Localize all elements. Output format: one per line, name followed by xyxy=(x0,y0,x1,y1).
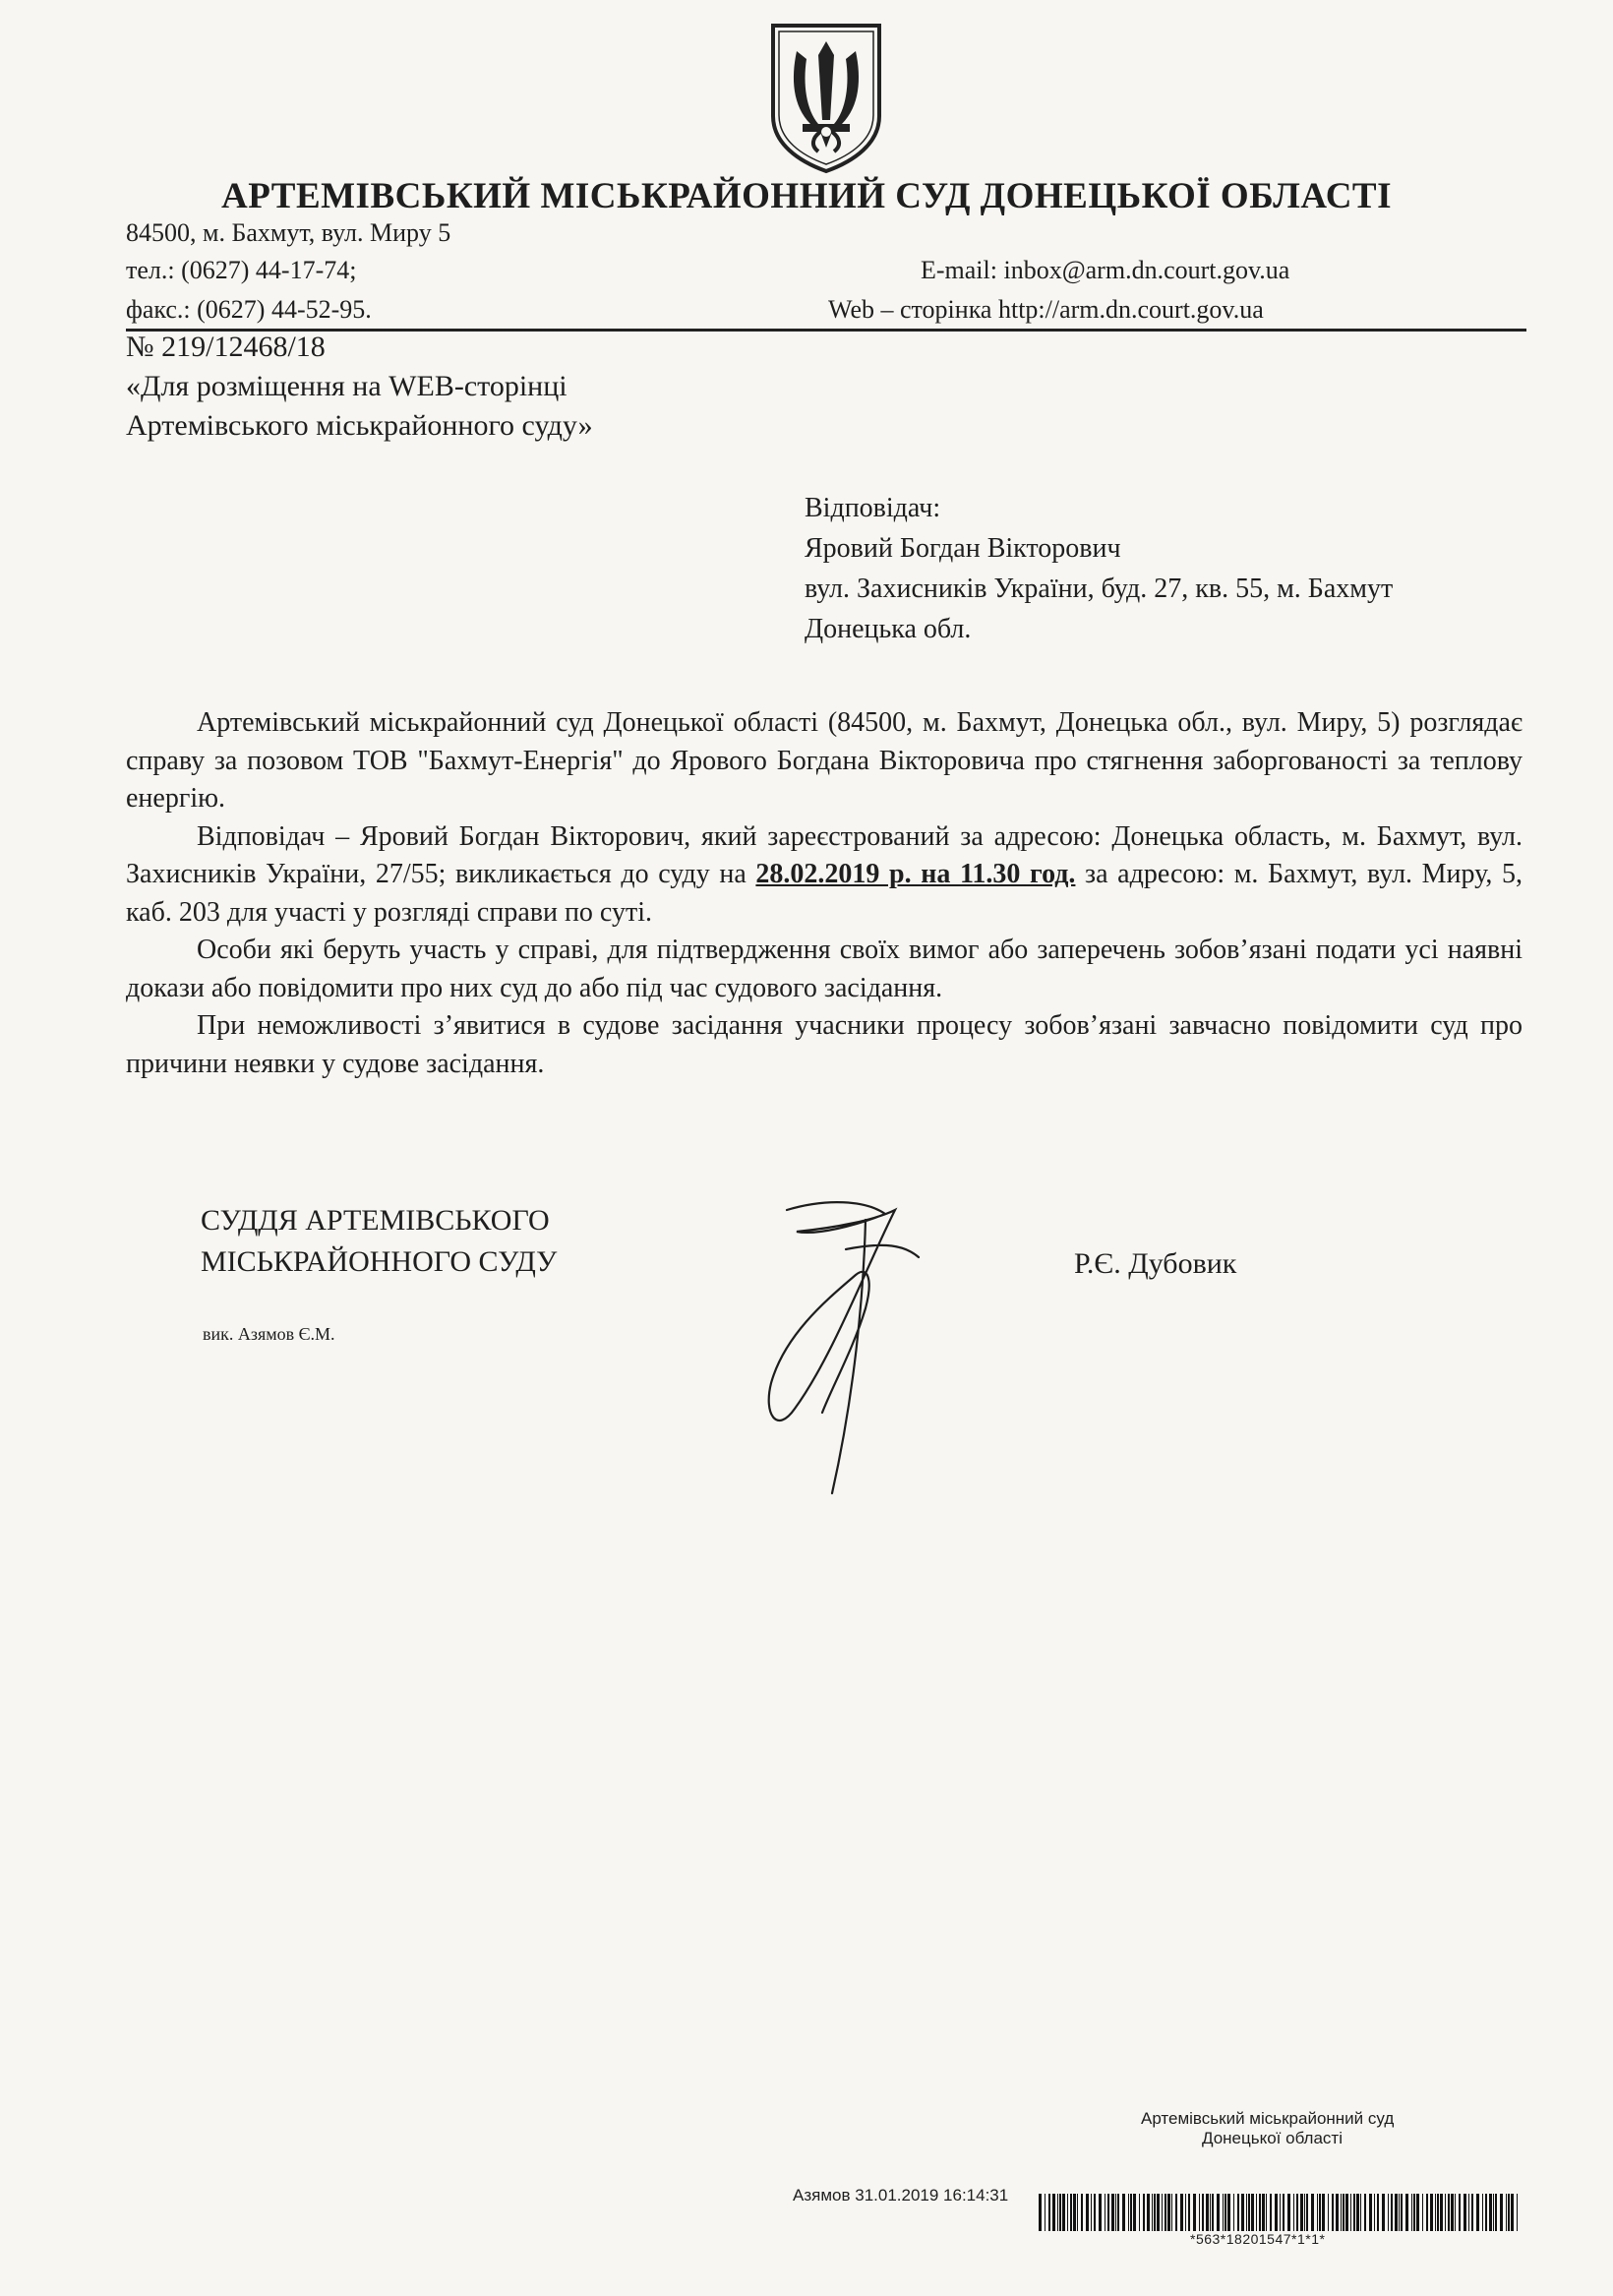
barcode-bar xyxy=(1233,2194,1234,2231)
barcode-bar xyxy=(1039,2194,1042,2231)
court-phone: тел.: (0627) 44-17-74; xyxy=(126,256,357,284)
summons-text-before: Відповідач – Яровий Богдан Вікторович, який зареєстрований за адресою: Донецька область, м. Бахмут, вул. Захисників України, 27/55; викликається до суду на xyxy=(126,820,1523,889)
barcode-bar xyxy=(1117,2194,1119,2231)
barcode-bar xyxy=(1445,2194,1446,2231)
barcode-bar xyxy=(1422,2194,1423,2231)
barcode-bar xyxy=(1157,2194,1160,2231)
barcode-bar xyxy=(1111,2194,1114,2231)
barcode-bar xyxy=(1262,2194,1265,2231)
header-divider xyxy=(126,329,1526,332)
court-name-heading: АРТЕМІВСЬКИЙ МІСЬКРАЙОННИЙ СУД ДОНЕЦЬКОЇ ОБЛАСТІ xyxy=(221,176,1392,216)
web-publication-note-line2: Артемівського міськрайонного суду» xyxy=(126,409,593,442)
barcode-bar xyxy=(1259,2194,1261,2231)
addressee-name: Яровий Богдан Вікторович xyxy=(805,533,1121,564)
barcode-bar xyxy=(1440,2194,1443,2231)
barcode-bar xyxy=(1154,2194,1156,2231)
barcode-bar xyxy=(1350,2194,1351,2231)
barcode-bar xyxy=(1175,2194,1177,2231)
barcode-bar xyxy=(1382,2194,1385,2231)
barcode-bar xyxy=(1122,2194,1125,2231)
barcode-bar xyxy=(1319,2194,1321,2231)
barcode-bar xyxy=(1377,2194,1379,2231)
barcode-bar xyxy=(1500,2194,1503,2231)
hearing-datetime: 28.02.2019 р. на 11.30 год. xyxy=(755,859,1076,889)
barcode-bar xyxy=(1311,2194,1314,2231)
barcode-bar xyxy=(1227,2194,1230,2231)
addressee-address-line1: вул. Захисників України, буд. 27, кв. 55, м. Бахмут xyxy=(805,574,1394,604)
barcode-bar xyxy=(1094,2194,1096,2231)
judge-title-line2: МІСЬКРАЙОННОГО СУДУ xyxy=(201,1245,558,1278)
barcode-bar xyxy=(1471,2194,1473,2231)
barcode-bar xyxy=(1086,2194,1089,2231)
barcode-bar xyxy=(1130,2194,1132,2231)
barcode-bar xyxy=(1152,2194,1153,2231)
registrar-datetime: Азямов 31.01.2019 16:14:31 xyxy=(793,2186,1009,2205)
body-paragraph-case: Артемівський міськрайонний суд Донецької області (84500, м. Бахмут, Донецька обл., вул. Миру, 5) розглядає справу за позовом ТОВ "Бахмут-Енергія" до Ярового Богдана Вікторовича про стягнення заборгованості за теплову енергію. xyxy=(126,707,1523,814)
barcode-bar xyxy=(1225,2194,1226,2231)
barcode-bar xyxy=(1171,2194,1172,2231)
barcode-bar xyxy=(1464,2194,1466,2231)
barcode-bar xyxy=(1077,2194,1078,2231)
body-paragraph-evidence: Особи які беруть участь у справі, для підтвердження своїх вимог або заперечень зобов’язані подати усі наявні докази або повідомити про них суд до або під час судового засідання. xyxy=(126,935,1523,1003)
barcode-bar xyxy=(1306,2194,1308,2231)
barcode-bar xyxy=(1293,2194,1294,2231)
barcode-bar xyxy=(1332,2194,1334,2231)
barcode-bar xyxy=(1059,2194,1061,2231)
barcode-bar xyxy=(1511,2194,1514,2231)
barcode-bar xyxy=(1343,2194,1344,2231)
barcode-bar xyxy=(1115,2194,1116,2231)
barcode-bar xyxy=(1052,2194,1055,2231)
barcode-bar xyxy=(1162,2194,1163,2231)
barcode-bar xyxy=(1459,2194,1461,2231)
barcode-bar xyxy=(1360,2194,1361,2231)
barcode-bar xyxy=(1493,2194,1494,2231)
barcode-bar xyxy=(1426,2194,1428,2231)
barcode-bar xyxy=(1270,2194,1272,2231)
summons-text-after: за адресою: м. Бахмут, вул. Миру, 5, каб. 203 для участі у розгляді справи по суті. xyxy=(126,859,1523,928)
barcode-bar xyxy=(1468,2194,1469,2231)
barcode-bar xyxy=(1391,2194,1393,2231)
barcode-bar xyxy=(1336,2194,1339,2231)
judge-title-line1: СУДДЯ АРТЕМІВСЬКОГО xyxy=(201,1204,550,1237)
barcode-bar xyxy=(1128,2194,1129,2231)
barcode-bar xyxy=(1304,2194,1305,2231)
barcode-bar xyxy=(1275,2194,1278,2231)
barcode-bar xyxy=(1300,2194,1303,2231)
barcode-bar xyxy=(1091,2194,1092,2231)
barcode-bar xyxy=(1167,2194,1170,2231)
barcode-bar xyxy=(1202,2194,1204,2231)
registration-barcode xyxy=(1039,2194,1521,2231)
stamp-court-line1: Артемівський міськрайонний суд xyxy=(1141,2109,1395,2128)
barcode-bar xyxy=(1133,2194,1136,2231)
judge-name: Р.Є. Дубовик xyxy=(1074,1247,1237,1280)
barcode-bar xyxy=(1482,2194,1483,2231)
barcode-bar xyxy=(1411,2194,1412,2231)
barcode-bar xyxy=(1212,2194,1214,2231)
barcode-code: *563*18201547*1*1* xyxy=(1190,2231,1326,2247)
addressee-role: Відповідач: xyxy=(805,493,941,523)
barcode-bar xyxy=(1283,2194,1284,2231)
court-website: Web – сторінка http://arm.dn.court.gov.ua xyxy=(828,295,1264,324)
barcode-bar xyxy=(1451,2194,1454,2231)
barcode-bar xyxy=(1401,2194,1403,2231)
barcode-bar xyxy=(1206,2194,1209,2231)
barcode-bar xyxy=(1139,2194,1140,2231)
barcode-bar xyxy=(1070,2194,1072,2231)
barcode-bar xyxy=(1217,2194,1220,2231)
barcode-bar xyxy=(1287,2194,1290,2231)
barcode-bar xyxy=(1356,2194,1359,2231)
barcode-bar xyxy=(1374,2194,1375,2231)
barcode-bar xyxy=(1180,2194,1183,2231)
case-number: № 219/12468/18 xyxy=(126,331,326,363)
barcode-bar xyxy=(1256,2194,1257,2231)
barcode-bar xyxy=(1405,2194,1408,2231)
barcode-bar xyxy=(1241,2194,1244,2231)
barcode-bar xyxy=(1165,2194,1166,2231)
barcode-bar xyxy=(1430,2194,1433,2231)
barcode-bar xyxy=(1199,2194,1200,2231)
barcode-bar xyxy=(1266,2194,1267,2231)
barcode-bar xyxy=(1246,2194,1247,2231)
barcode-bar xyxy=(1506,2194,1507,2231)
handwritten-signature xyxy=(738,1180,954,1495)
barcode-bar xyxy=(1489,2194,1492,2231)
tryzub-coat-of-arms-icon xyxy=(767,22,885,175)
barcode-bar xyxy=(1251,2194,1254,2231)
barcode-bar xyxy=(1413,2194,1415,2231)
barcode-bar xyxy=(1345,2194,1348,2231)
barcode-bar xyxy=(1495,2194,1497,2231)
barcode-bar xyxy=(1099,2194,1102,2231)
barcode-bar xyxy=(1322,2194,1325,2231)
court-address: 84500, м. Бахмут, вул. Миру 5 xyxy=(126,218,451,247)
executor-name: вик. Азямов Є.М. xyxy=(203,1324,335,1344)
barcode-bar xyxy=(1317,2194,1318,2231)
barcode-bar xyxy=(1448,2194,1450,2231)
barcode-bar xyxy=(1048,2194,1050,2231)
barcode-bar xyxy=(1107,2194,1109,2231)
barcode-bar xyxy=(1248,2194,1250,2231)
barcode-bar xyxy=(1388,2194,1389,2231)
barcode-bar xyxy=(1435,2194,1436,2231)
barcode-bar xyxy=(1081,2194,1083,2231)
barcode-bar xyxy=(1416,2194,1419,2231)
court-email: E-mail: inbox@arm.dn.court.gov.ua xyxy=(921,256,1290,284)
court-fax: факс.: (0627) 44-52-95. xyxy=(126,295,372,324)
barcode-bar xyxy=(1057,2194,1058,2231)
addressee-address-line2: Донецька обл. xyxy=(805,614,972,644)
barcode-bar xyxy=(1476,2194,1479,2231)
barcode-bar xyxy=(1147,2194,1150,2231)
barcode-bar xyxy=(1237,2194,1239,2231)
barcode-bar xyxy=(1395,2194,1398,2231)
barcode-bar xyxy=(1517,2194,1518,2231)
barcode-bar xyxy=(1073,2194,1076,2231)
barcode-bar xyxy=(1143,2194,1145,2231)
barcode-bar xyxy=(1223,2194,1224,2231)
addressee-block xyxy=(805,488,1393,649)
barcode-bar xyxy=(1062,2194,1065,2231)
summons-body xyxy=(126,704,1523,1083)
body-paragraph-absence: При неможливості з’явитися в судове засідання учасники процесу зобов’язані завчасно повідомити суд про причини неявки у судове засідання. xyxy=(126,1010,1523,1079)
barcode-bar xyxy=(1455,2194,1456,2231)
barcode-bar xyxy=(1485,2194,1487,2231)
barcode-bar xyxy=(1508,2194,1510,2231)
barcode-bar xyxy=(1369,2194,1372,2231)
barcode-bar xyxy=(1399,2194,1400,2231)
judge-title xyxy=(201,1200,557,1283)
barcode-bar xyxy=(1210,2194,1211,2231)
barcode-bar xyxy=(1296,2194,1298,2231)
barcode-bar xyxy=(1067,2194,1068,2231)
barcode-bar xyxy=(1341,2194,1342,2231)
barcode-bar xyxy=(1437,2194,1439,2231)
stamp-court-line2: Донецької області xyxy=(1202,2129,1343,2147)
barcode-bar xyxy=(1185,2194,1186,2231)
barcode-bar xyxy=(1188,2194,1190,2231)
barcode-bar xyxy=(1353,2194,1355,2231)
barcode-bar xyxy=(1280,2194,1281,2231)
barcode-bar xyxy=(1328,2194,1329,2231)
body-paragraph-summons xyxy=(126,818,1523,933)
barcode-bar xyxy=(1193,2194,1196,2231)
web-publication-note-line1: «Для розміщення на WEB-сторінці xyxy=(126,370,568,402)
barcode-bar xyxy=(1364,2194,1366,2231)
